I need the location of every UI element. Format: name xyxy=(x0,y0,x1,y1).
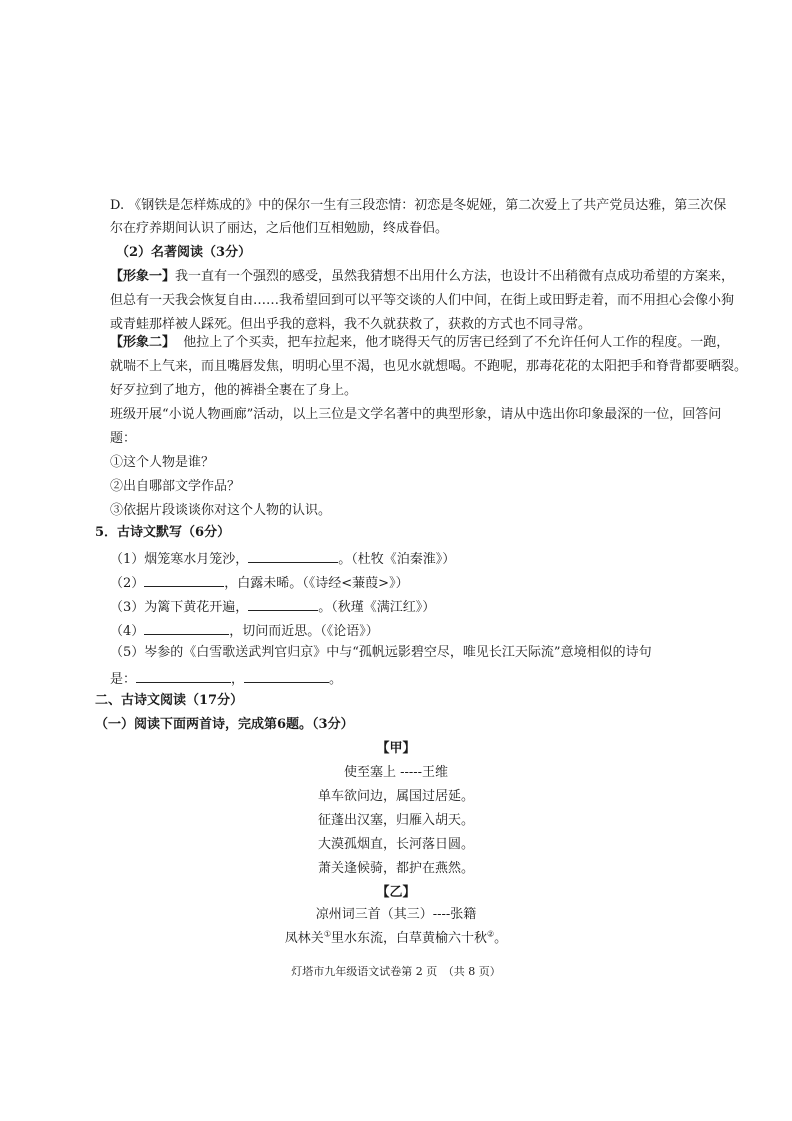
q5-blank-5a[interactable] xyxy=(136,668,231,683)
q5-item2 xyxy=(110,572,409,593)
poem-yi-text-c: 。 xyxy=(494,931,508,946)
image1-tag: 【形象一】 xyxy=(110,269,176,284)
poem-yi-line xyxy=(0,930,792,948)
q5-item4-suffix: ，切问而近思。（《论语》） xyxy=(229,624,379,639)
q5-item5-line1: （5）岑参的《白雪歌送武判官归京》中与“孤帆远影碧空尽，唯见长江天际流”意境相似的诗句 xyxy=(110,645,652,660)
q5-item5-comma: ， xyxy=(231,672,245,687)
task-line1: 班级开展“小说人物画廊”活动，以上三位是文学名著中的典型形象，请从中选出你印象最深的一位，回答问 xyxy=(110,407,722,422)
image2-tag: 【形象二】 xyxy=(110,335,176,350)
q5-blank-1[interactable] xyxy=(248,548,338,563)
image1-line1 xyxy=(110,268,734,286)
image1-line2: 但总有一天我会恢复自由……我希望回到可以平等交谈的人们中间，在街上或田野走着，而不用担心会像小狗 xyxy=(110,293,735,308)
image2-line3: 好歹拉到了地方，他的裤褂全裹在了身上。 xyxy=(110,383,358,398)
q5-item1 xyxy=(110,548,455,569)
q5-item3-suffix: 。（秋瑾《满江红》） xyxy=(318,600,436,615)
poem-jia-title: 使至塞上 -----王维 xyxy=(343,765,449,780)
option-d-line2: 尔在疗养期间认识了丽达，之后他们互相勉励，终成眷侣。 xyxy=(110,221,449,236)
section2-sub: （一）阅读下面两首诗，完成第6题。（3分） xyxy=(95,717,354,732)
poem-jia-tag: 【甲】 xyxy=(376,741,416,756)
q5-blank-3[interactable] xyxy=(248,596,318,611)
q5-item4-prefix: （4） xyxy=(110,624,145,639)
reading-heading: （2）名著阅读（3分） xyxy=(116,245,252,260)
poem-jia-line: 征蓬出汉塞，归雁入胡天。 xyxy=(317,813,474,828)
poem-yi-text-b: 里水东流，白草黄榆六十秋 xyxy=(330,931,487,946)
q5-item5-prefix: 是： xyxy=(110,672,137,687)
image2-text1: 他拉上了个买卖，把车拉起来，他才晓得天气的厉害已经到了不允许任何人工作的程度。一跑， xyxy=(183,335,730,350)
image2-line2: 就喘不上气来，而且嘴唇发焦，明明心里不渴，也见水就想喝。不跑呢，那毒花花的太阳把手和脊背都要晒裂。 xyxy=(110,359,748,374)
q5-item4 xyxy=(110,620,379,641)
image2-line1 xyxy=(110,334,729,352)
q5-blank-2[interactable] xyxy=(144,572,224,587)
q5-heading: 5．古诗文默写（6分） xyxy=(95,525,231,540)
q5-blank-4[interactable] xyxy=(144,620,229,635)
poem-yi-tag: 【乙】 xyxy=(376,885,416,900)
poem-yi-text-a: 凤林关 xyxy=(284,931,324,946)
question-2: ②出自哪部文学作品？ xyxy=(110,479,241,494)
q5-blank-5b[interactable] xyxy=(244,668,329,683)
q5-item1-prefix: （1）烟笼寒水月笼沙， xyxy=(110,552,249,567)
q5-item5-line2 xyxy=(110,668,342,689)
q5-item1-suffix: 。（杜牧《泊秦淮》） xyxy=(338,552,456,567)
q5-item2-prefix: （2） xyxy=(110,576,145,591)
q5-item2-suffix: ，白露未晞。（《诗经<蒹葭>》） xyxy=(224,576,409,591)
q5-item5-suffix: 。 xyxy=(329,672,343,687)
question-1: ①这个人物是谁？ xyxy=(110,455,215,470)
footnote-marker-2: ② xyxy=(487,929,495,939)
poem-jia-line: 单车欲问边，属国过居延。 xyxy=(317,789,474,804)
task-line2: 题： xyxy=(110,431,137,446)
section2-heading: 二、古诗文阅读（17分） xyxy=(95,693,244,708)
poem-jia-line: 大漠孤烟直，长河落日圆。 xyxy=(317,837,474,852)
image1-line3: 或青蛙那样被人踩死。但出乎我的意料，我不久就获救了，获救的方式也不同寻常。 xyxy=(110,317,592,332)
poem-yi-title: 凉州词三首（其三）----张籍 xyxy=(315,907,477,922)
image1-text1: 我一直有一个强烈的感受，虽然我猜想不出用什么方法，也设计不出稍微有点成功希望的方案来， xyxy=(175,269,735,284)
page-footer: 灯塔市九年级语文试卷第 2 页 （共 8 页） xyxy=(291,965,501,978)
option-d-line1: D. 《钢铁是怎样炼成的》中的保尔一生有三段恋情：初恋是冬妮娅，第二次爱上了共产党员达雅，第三次保 xyxy=(110,198,727,213)
q5-item3-prefix: （3）为篱下黄花开遍， xyxy=(110,600,249,615)
question-3: ③依据片段谈谈你对这个人物的认识。 xyxy=(110,503,332,518)
q5-item3 xyxy=(110,596,435,617)
poem-jia-line: 萧关逢候骑，都护在燕然。 xyxy=(317,861,474,876)
footnote-marker-1: ① xyxy=(323,929,331,939)
